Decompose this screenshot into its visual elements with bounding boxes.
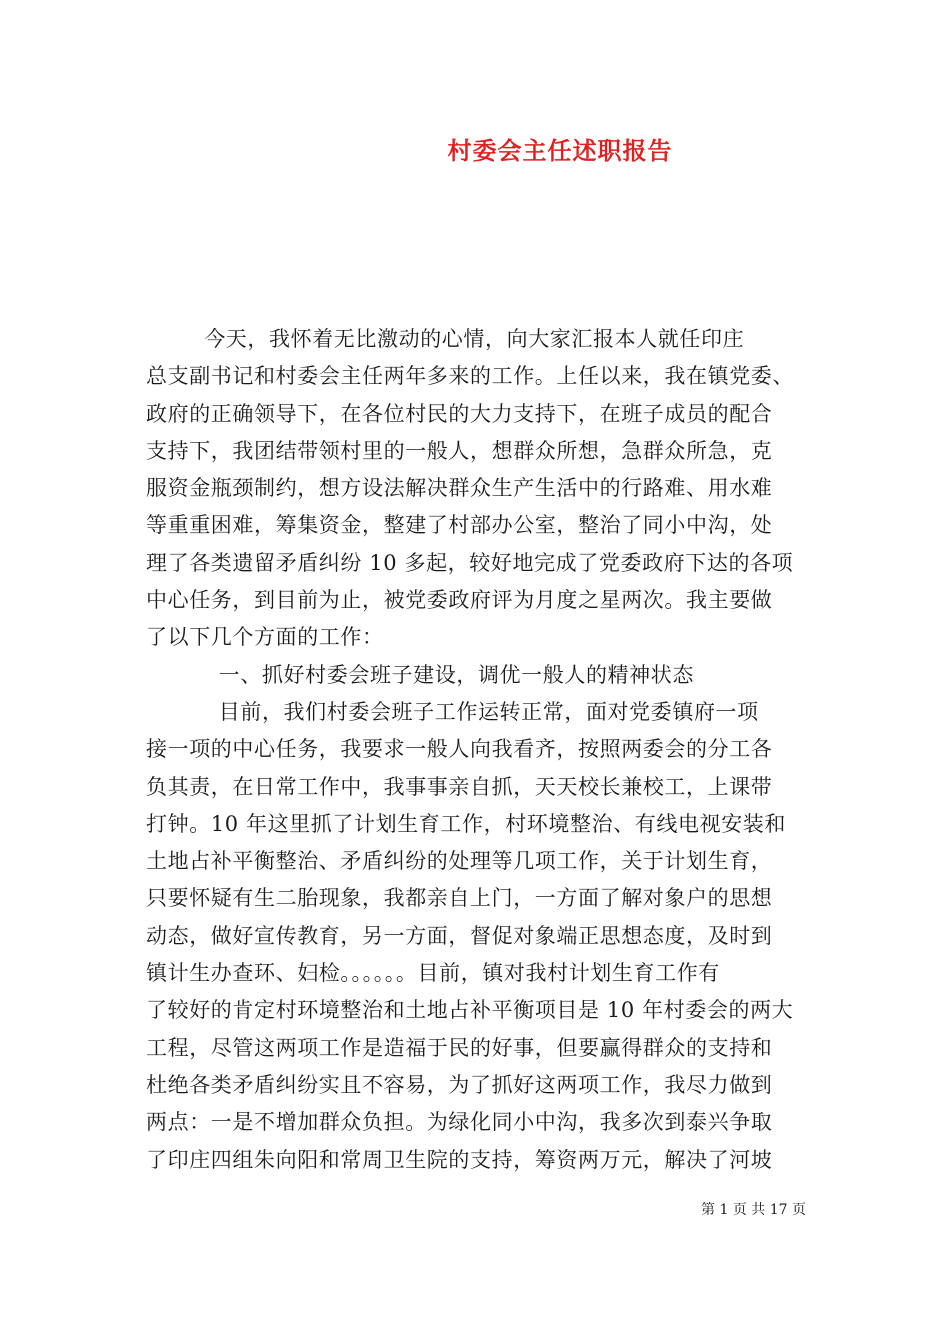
document-body (146, 321, 810, 1179)
body-line: 服资金瓶颈制约，想方设法解决群众生产生活中的行路难、用水难 (146, 476, 773, 501)
body-line: 打钟。10 年这里抓了计划生育工作，村环境整治、有线电视安装和 (146, 811, 786, 836)
body-line: 工程，尽管这两项工作是造福于民的好事，但要赢得群众的支持和 (146, 1035, 773, 1060)
body-line: 支持下，我团结带领村里的一般人，想群众所想，急群众所急，克 (146, 438, 773, 463)
body-line: 杜绝各类矛盾纠纷实且不容易，为了抓好这两项工作，我尽力做到 (146, 1072, 773, 1097)
body-line: 今天，我怀着无比激动的心情，向大家汇报本人就任印庄 (146, 327, 745, 351)
body-line: 土地占补平衡整治、矛盾纠纷的处理等几项工作，关于计划生育， (146, 849, 773, 874)
section-heading: 一、抓好村委会班子建设，调优一般人的精神状态 (146, 662, 694, 687)
body-line: 中心任务，到目前为止，被党委政府评为月度之星两次。我主要做 (146, 588, 773, 613)
document-title: 村委会主任述职报告 (447, 136, 673, 165)
body-line: 接一项的中心任务，我要求一般人向我看齐，按照两委会的分工各 (146, 737, 773, 762)
body-line: 了较好的肯定村环境整治和土地占补平衡项目是 10 年村委会的两大 (146, 998, 794, 1023)
body-line: 政府的正确领导下，在各位村民的大力支持下，在班子成员的配合 (146, 401, 773, 426)
body-line: 两点：一是不增加群众负担。为绿化同小中沟，我多次到泰兴争取 (146, 1110, 773, 1135)
body-line: 动态，做好宣传教育，另一方面，督促对象端正思想态度，及时到 (146, 923, 773, 948)
page-number: 第 1 页 共 17 页 (701, 1202, 806, 1218)
body-line: 总支副书记和村委会主任两年多来的工作。上任以来，我在镇党委、 (146, 364, 794, 389)
body-line: 理了各类遗留矛盾纠纷 10 多起，较好地完成了党委政府下达的各项 (146, 550, 794, 575)
body-line: 了以下几个方面的工作： (146, 625, 384, 650)
body-line: 只要怀疑有生二胎现象，我都亲自上门，一方面了解对象户的思想 (146, 886, 773, 911)
body-line: 镇计生办查环、妇检。。。。。。目前，镇对我村计划生育工作有 (146, 961, 720, 986)
body-line: 了印庄四组朱向阳和常周卫生院的支持，筹资两万元，解决了河坡 (146, 1147, 773, 1172)
body-line: 等重重困难，筹集资金，整建了村部办公室，整治了同小中沟，处 (146, 513, 773, 538)
body-line: 负其责，在日常工作中，我事事亲自抓，天天校长兼校工，上课带 (146, 774, 773, 799)
body-line: 目前，我们村委会班子工作运转正常，面对党委镇府一项 (146, 699, 759, 724)
